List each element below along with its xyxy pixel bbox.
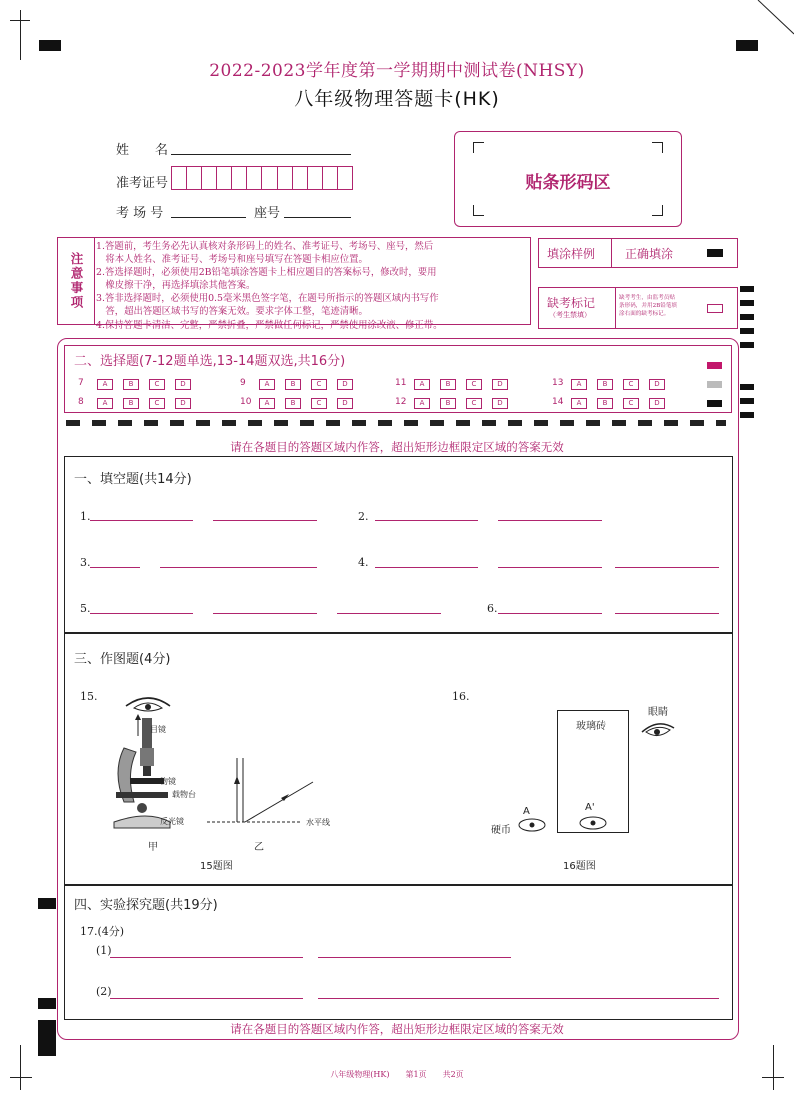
filled-bubble-icon: [707, 249, 723, 257]
q4-label: 4.: [358, 556, 369, 569]
fill-sample-label: 填涂样例: [547, 247, 596, 261]
mcq-color-mark: [707, 362, 722, 369]
mcq-option-bubble[interactable]: A: [97, 379, 113, 390]
mcq-option-bubble[interactable]: D: [492, 398, 508, 409]
name-field[interactable]: [171, 140, 351, 155]
q17-part2-blank[interactable]: [318, 998, 719, 999]
fill-title: 一、填空题(共14分): [74, 472, 192, 487]
mcq-option-bubble[interactable]: B: [285, 398, 301, 409]
mcq-option-bubble[interactable]: B: [123, 379, 139, 390]
mcq-question-number: 14: [552, 397, 564, 407]
mcq-option-bubble[interactable]: D: [649, 398, 665, 409]
q2-label: 2.: [358, 510, 369, 523]
warning-bottom: 请在各题目的答题区域内作答，超出矩形边框限定区域的答案无效: [230, 1022, 564, 1036]
mcq-question-number: 10: [240, 397, 252, 407]
q5-blank[interactable]: [213, 613, 317, 614]
absent-bubble[interactable]: [707, 304, 723, 313]
mcq-option-bubble[interactable]: A: [259, 379, 275, 390]
q17-part1-blank[interactable]: [110, 957, 303, 958]
q3-blank[interactable]: [160, 567, 317, 568]
glass-brick-label: 玻璃砖: [576, 721, 606, 732]
q6-label: 6.: [487, 602, 498, 615]
timing-mark: [740, 286, 754, 292]
timing-mark: [740, 342, 754, 348]
mcq-color-mark: [707, 381, 722, 388]
q5-label: 5.: [80, 602, 91, 615]
mcq-option-bubble[interactable]: D: [337, 398, 353, 409]
absent-sublabel: （考生禁填）: [549, 311, 591, 319]
timing-mark: [38, 898, 56, 909]
mcq-option-bubble[interactable]: C: [466, 379, 482, 390]
notice-line: 将本人姓名、准考证号、考场号和座号填写在答题卡相应位置。: [96, 254, 368, 266]
fill-sample-value: 正确填涂: [625, 247, 674, 261]
notice-line: 橡皮擦干净，再选择填涂其他答案。: [96, 280, 256, 292]
horizontal-line-label: 水平线: [306, 818, 330, 827]
mcq-option-bubble[interactable]: A: [259, 398, 275, 409]
mcq-option-bubble[interactable]: B: [123, 398, 139, 409]
mirror-label: 反光镜: [160, 817, 184, 826]
warning-top: 请在各题目的答题区域内作答，超出矩形边框限定区域的答案无效: [230, 440, 564, 454]
point-a-image-label: A': [585, 802, 595, 813]
mcq-question-number: 8: [78, 397, 84, 407]
mcq-question-number: 9: [240, 378, 246, 388]
dashed-divider: [66, 420, 726, 426]
q17-part1-blank[interactable]: [318, 957, 511, 958]
notice-line: 1.答题前，考生务必先认真核对条形码上的姓名、准考证号、考场号、座号，然后: [96, 241, 434, 252]
q1-label: 1.: [80, 510, 91, 523]
timing-mark: [38, 998, 56, 1009]
mcq-option-bubble[interactable]: B: [285, 379, 301, 390]
barcode-label: 贴条形码区: [525, 173, 611, 193]
mcq-question-number: 13: [552, 378, 564, 388]
q2-blank[interactable]: [498, 520, 602, 521]
timing-mark: [740, 384, 754, 390]
q1-blank[interactable]: [90, 520, 193, 521]
notice-line: 2.答选择题时，必须使用2B铅笔填涂答题卡上相应题目的答案标号，修改时，要用: [96, 267, 437, 279]
mcq-option-bubble[interactable]: A: [571, 398, 587, 409]
card-subtitle: 八年级物理答题卡(HK): [294, 88, 500, 110]
q16-label: 16.: [452, 690, 470, 703]
q4-blank[interactable]: [375, 567, 478, 568]
exp-title: 四、实验探究题(共19分): [74, 898, 218, 913]
timing-mark: [740, 412, 754, 418]
mcq-option-bubble[interactable]: C: [623, 379, 639, 390]
barcode-area: [454, 131, 682, 227]
q15-label: 15.: [80, 690, 98, 703]
name-label: 姓 名: [116, 143, 169, 158]
q6-blank[interactable]: [615, 613, 719, 614]
exam-title: 2022-2023学年度第一学期期中测试卷(NHSY): [209, 61, 585, 81]
mcq-option-bubble[interactable]: A: [414, 379, 430, 390]
q5-blank[interactable]: [90, 613, 193, 614]
q17-part2-label: (2): [96, 985, 112, 998]
mcq-option-bubble[interactable]: C: [149, 379, 165, 390]
q3-blank[interactable]: [90, 567, 140, 568]
mcq-option-bubble[interactable]: D: [492, 379, 508, 390]
fig-a-label: 甲: [148, 842, 158, 853]
q1-blank[interactable]: [213, 520, 317, 521]
timing-mark: [39, 40, 61, 51]
mcq-option-bubble[interactable]: B: [597, 379, 613, 390]
q4-blank[interactable]: [498, 567, 602, 568]
mcq-title: 二、选择题(7-12题单选,13-14题双选,共16分): [74, 354, 346, 369]
eye-icon: [640, 718, 676, 740]
mcq-question-number: 7: [78, 378, 84, 388]
room-field[interactable]: [171, 203, 246, 218]
mcq-question-number: 11: [395, 378, 407, 388]
seat-field[interactable]: [284, 203, 351, 218]
draw-title: 三、作图题(4分): [74, 652, 171, 667]
mcq-option-bubble[interactable]: B: [597, 398, 613, 409]
notice-list: [96, 240, 526, 332]
eyepiece-label: 目镜: [150, 725, 166, 734]
coin-image-icon: [578, 816, 608, 830]
absent-mark-box: [538, 287, 738, 329]
mcq-option-bubble[interactable]: B: [440, 379, 456, 390]
ray-diagram: [205, 754, 355, 834]
mcq-option-bubble[interactable]: A: [571, 379, 587, 390]
q17-label: 17.(4分): [80, 925, 125, 938]
mcq-option-bubble[interactable]: B: [440, 398, 456, 409]
exam-id-field[interactable]: [171, 166, 353, 190]
mcq-option-bubble[interactable]: D: [175, 379, 191, 390]
mcq-option-bubble[interactable]: C: [311, 379, 327, 390]
notice-box: [57, 237, 531, 331]
fig16-caption: 16题图: [563, 861, 596, 872]
point-a-label: A: [523, 806, 530, 817]
stage-label: 载物台: [172, 790, 196, 799]
timing-mark: [740, 300, 754, 306]
coin-label: 硬币: [491, 825, 511, 836]
seat-label: 座号: [254, 206, 281, 221]
notice-line: 答，超出答题区域书写的答案无效。要求字体工整，笔迹清晰。: [96, 306, 368, 318]
mcq-option-bubble[interactable]: A: [414, 398, 430, 409]
q3-label: 3.: [80, 556, 91, 569]
room-label: 考 场 号: [116, 206, 164, 221]
notice-line: 4.保持答题卡清洁、完整，严禁折叠，严禁做任何标记，严禁使用涂改液、修正带。: [96, 319, 443, 331]
mcq-question-number: 12: [395, 397, 407, 407]
mcq-option-bubble[interactable]: C: [311, 398, 327, 409]
timing-mark: [736, 40, 758, 51]
absent-note: 缺考考生，由监考员贴条形码，并用2B铅笔填涂右面的缺考标记。: [619, 295, 678, 317]
q17-part1-label: (1): [96, 944, 112, 957]
mcq-color-mark: [707, 400, 722, 407]
timing-mark: [740, 398, 754, 404]
mcq-option-bubble[interactable]: D: [337, 379, 353, 390]
q6-blank[interactable]: [498, 613, 602, 614]
notice-line: 3.答非选择题时，必须使用0.5毫米黑色签字笔，在题号所指示的答题区域内书写作: [96, 293, 439, 305]
q17-part2-blank[interactable]: [110, 998, 303, 999]
timing-mark: [740, 314, 754, 320]
mcq-option-bubble[interactable]: C: [623, 398, 639, 409]
coin-icon: [517, 818, 547, 832]
timing-mark: [740, 328, 754, 334]
q2-blank[interactable]: [375, 520, 478, 521]
fig-b-label: 乙: [254, 842, 264, 853]
fig15-caption: 15题图: [200, 861, 233, 872]
corner-fold-line: [744, 0, 794, 40]
notice-heading: 注意事项: [58, 238, 95, 324]
crop-mark-top-left-v: [20, 10, 21, 60]
mcq-option-bubble[interactable]: A: [97, 398, 113, 409]
mcq-option-bubble[interactable]: D: [175, 398, 191, 409]
crop-mark-bottom-left-v: [20, 1045, 21, 1090]
objective-label: 物镜: [160, 777, 176, 786]
q4-blank[interactable]: [615, 567, 719, 568]
absent-label: 缺考标记: [547, 296, 596, 310]
microscope-figure: [108, 692, 208, 842]
mcq-option-bubble[interactable]: C: [466, 398, 482, 409]
fill-sample-box: [538, 238, 738, 268]
exam-id-label: 准考证号: [116, 176, 169, 191]
q5-blank[interactable]: [337, 613, 441, 614]
page-footer: 八年级物理(HK) 第1页 共2页: [330, 1070, 464, 1079]
crop-mark-bottom-right-v: [773, 1045, 774, 1090]
eye-label: 眼睛: [648, 707, 668, 718]
mcq-option-bubble[interactable]: C: [149, 398, 165, 409]
mcq-option-bubble[interactable]: D: [649, 379, 665, 390]
